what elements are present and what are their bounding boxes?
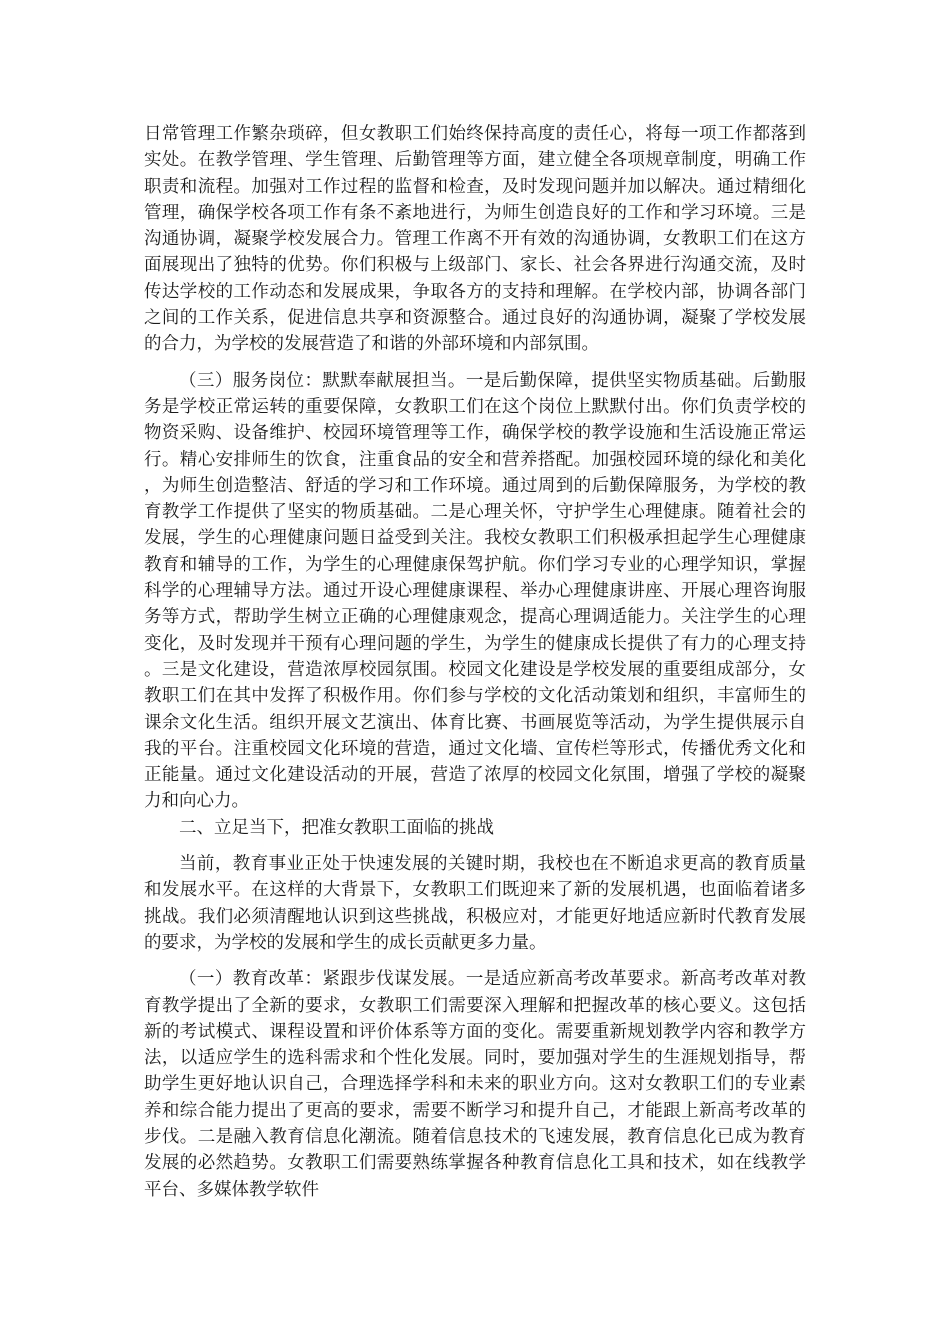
document-body [144, 121, 806, 1203]
paragraph-service-positions: （三）服务岗位：默默奉献展担当。一是后勤保障，提供坚实物质基础。后勤服务是学校正常运转的重要保障，女教职工们在这个岗位上默默付出。你们负责学校的物资采购、设备维护、校园环境管理等工作，确保学校的教学设施和生活设施正常运行。精心安排师生的饮食，注重食品的安全和营养搭配。加强校园环境的绿化和美化，为师生创造整洁、舒适的学习和工作环境。通过周到的后勤保障服务，为学校的教育教学工作提供了坚实的物质基础。二是心理关怀，守护学生心理健康。随着社会的发展，学生的心理健康问题日益受到关注。我校女教职工们积极承担起学生心理健康教育和辅导的工作，为学生的心理健康保驾护航。你们学习专业的心理学知识，掌握科学的心理辅导方法。通过开设心理健康课程、举办心理健康讲座、开展心理咨询服务等方式，帮助学生树立正确的心理健康观念，提高心理调适能力。关注学生的心理变化，及时发现并干预有心理问题的学生，为学生的健康成长提供了有力的心理支持。三是文化建设，营造浓厚校园氛围。校园文化建设是学校发展的重要组成部分，女教职工们在其中发挥了积极作用。你们参与学校的文化活动策划和组织，丰富师生的课余文化生活。组织开展文艺演出、体育比赛、书画展览等活动，为学生提供展示自我的平台。注重校园文化环境的营造，通过文化墙、宣传栏等形式，传播优秀文化和正能量。通过文化建设活动的开展，营造了浓厚的校园文化氛围，增强了学校的凝聚力和向心力。 [144, 370, 806, 812]
section-heading-challenges: 二、立足当下，把准女教职工面临的挑战 [179, 817, 494, 838]
paragraph-current-situation: 当前，教育事业正处于快速发展的关键时期，我校也在不断追求更高的教育质量和发展水平。在这样的大背景下，女教职工们既迎来了新的发展机遇，也面临着诸多挑战。我们必须清醒地认识到这些挑战，积极应对，才能更好地适应新时代教育发展的要求，为学校的发展和学生的成长贡献更多力量。 [144, 854, 806, 953]
paragraph-management-continued: 日常管理工作繁杂琐碎，但女教职工们始终保持高度的责任心，将每一项工作都落到实处。在教学管理、学生管理、后勤管理等方面，建立健全各项规章制度，明确工作职责和流程。加强对工作过程的监督和检查，及时发现问题并加以解决。通过精细化管理，确保学校各项工作有条不紊地进行，为师生创造良好的工作和学习环境。三是沟通协调，凝聚学校发展合力。管理工作离不开有效的沟通协调，女教职工们在这方面展现出了独特的优势。你们积极与上级部门、家长、社会各界进行沟通交流，及时传达学校的工作动态和发展成果，争取各方的支持和理解。在学校内部，协调各部门之间的工作关系，促进信息共享和资源整合。通过良好的沟通协调，凝聚了学校发展的合力，为学校的发展营造了和谐的外部环境和内部氛围。 [144, 124, 806, 355]
paragraph-education-reform: （一）教育改革：紧跟步伐谋发展。一是适应新高考改革要求。新高考改革对教育教学提出了全新的要求，女教职工们需要深入理解和把握改革的核心要义。这包括新的考试模式、课程设置和评价体系等方面的变化。需要重新规划教学内容和教学方法，以适应学生的选科需求和个性化发展。同时，要加强对学生的生涯规划指导，帮助学生更好地认识自己，合理选择学科和未来的职业方向。这对女教职工们的专业素养和综合能力提出了更高的要求，需要不断学习和提升自己，才能跟上新高考改革的步伐。二是融入教育信息化潮流。随着信息技术的飞速发展，教育信息化已成为教育发展的必然趋势。女教职工们需要熟练掌握各种教育信息化工具和技术，如在线教学平台、多媒体教学软件 [144, 969, 806, 1200]
